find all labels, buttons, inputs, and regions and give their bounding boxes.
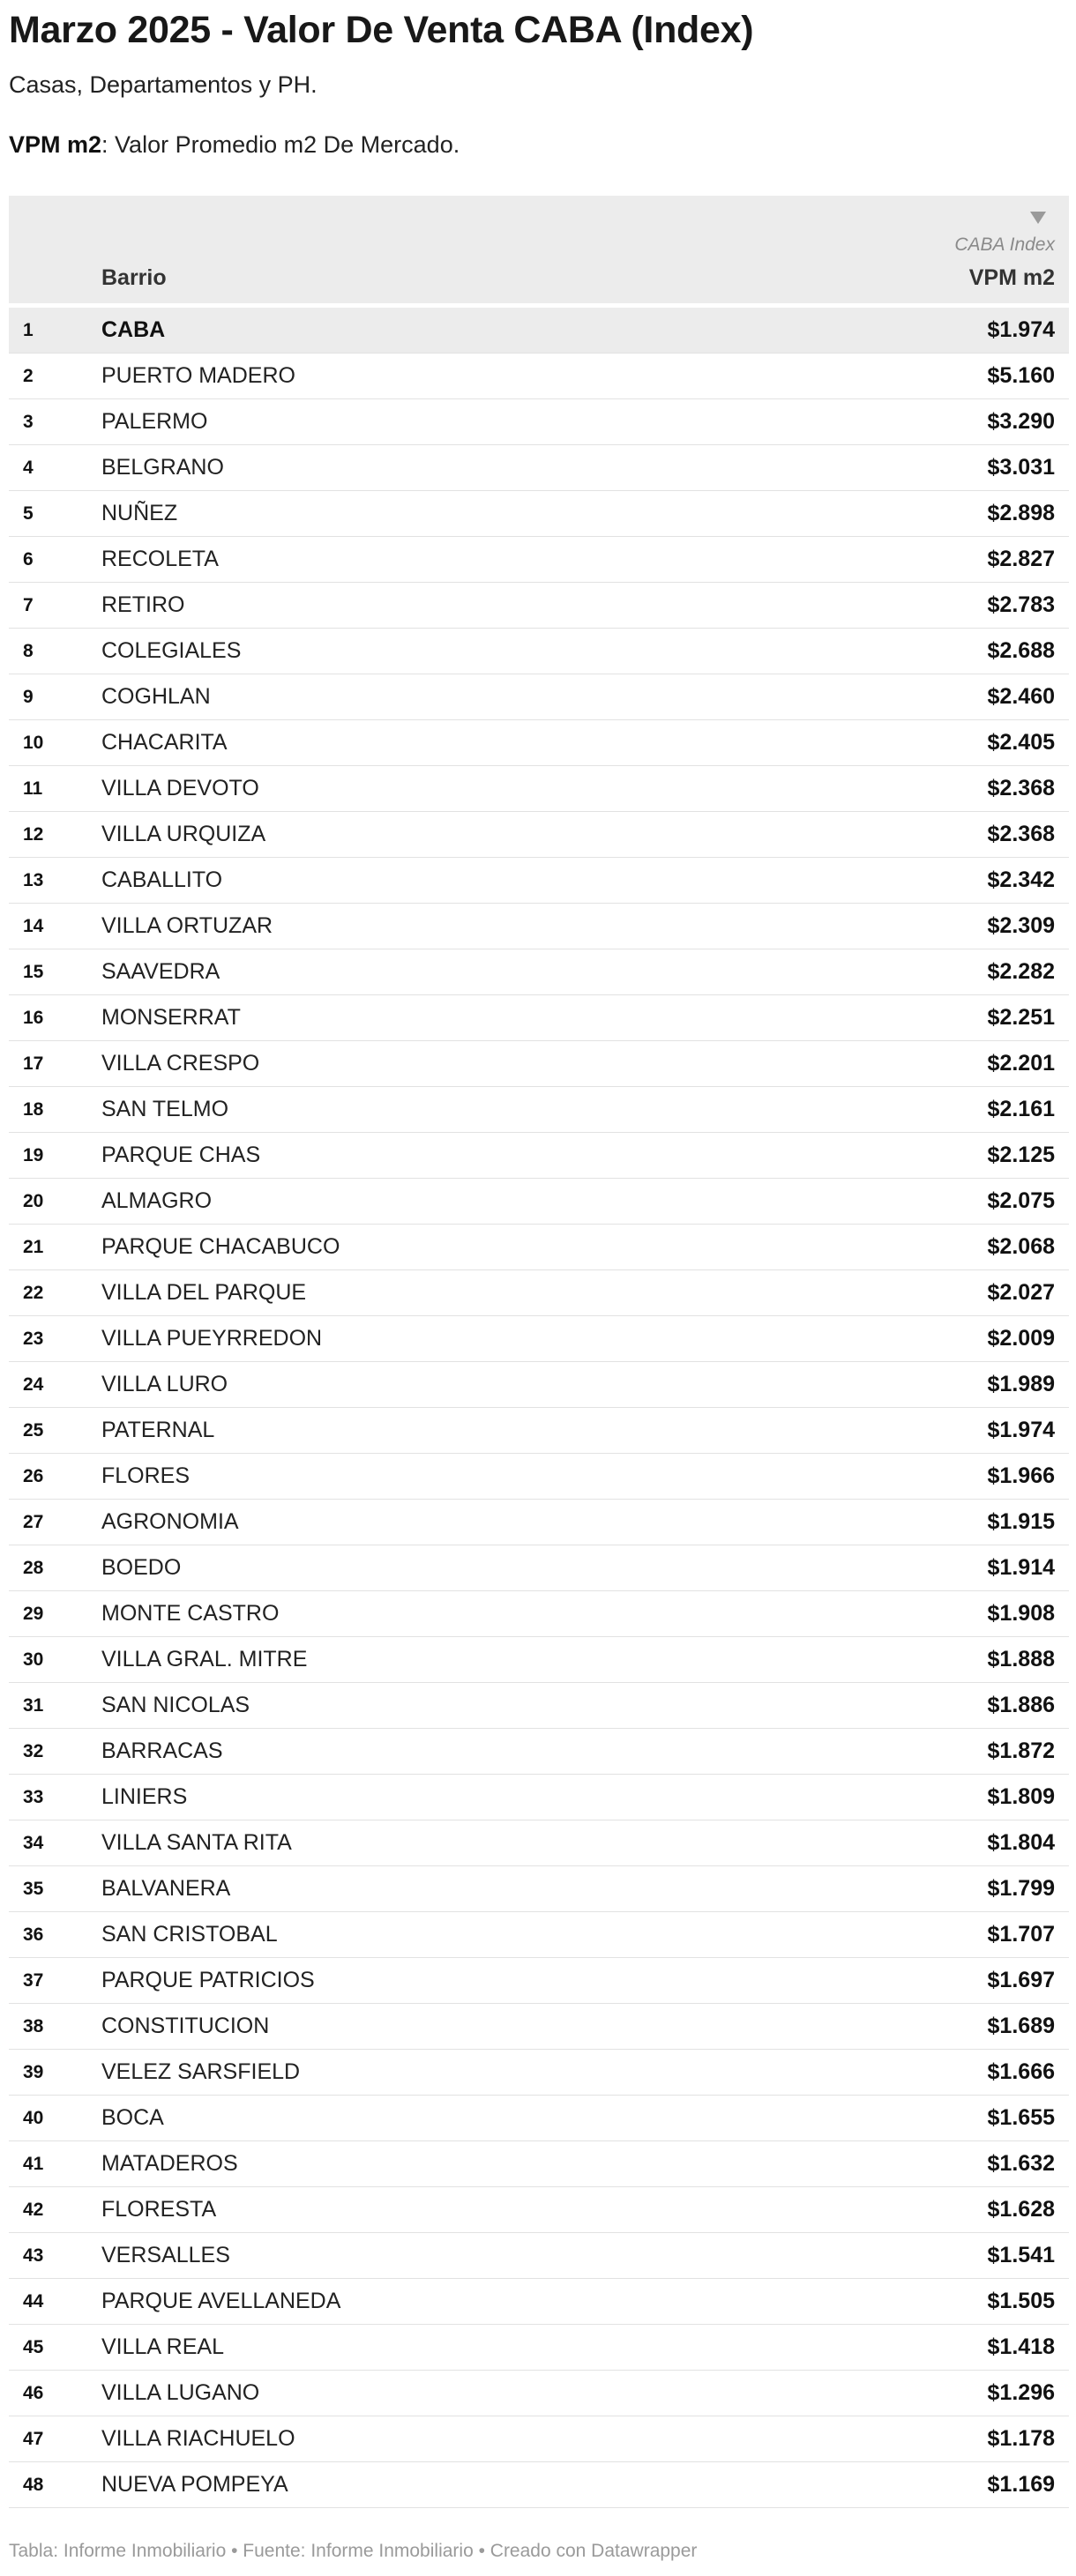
row-vpm-value: $1.666	[987, 2059, 1055, 2084]
row-vpm-value: $2.783	[987, 592, 1055, 617]
row-rank: 6	[23, 549, 34, 570]
table-row	[9, 2279, 1069, 2325]
row-barrio: CABALLITO	[101, 867, 223, 892]
table-row	[9, 629, 1069, 674]
chart-subtitle: Casas, Departamentos y PH.	[9, 71, 318, 98]
row-rank: 11	[23, 778, 43, 799]
row-vpm-value: $2.075	[987, 1188, 1055, 1213]
row-vpm-value: $2.251	[987, 1005, 1055, 1030]
row-rank: 45	[23, 2337, 44, 2357]
row-rank: 32	[23, 1741, 44, 1761]
row-vpm-value: $1.974	[987, 1418, 1055, 1442]
row-barrio: PARQUE CHACABUCO	[101, 1234, 340, 1259]
row-barrio: VILLA LUGANO	[101, 2380, 260, 2405]
row-vpm-value: $2.405	[987, 730, 1055, 755]
row-barrio: COLEGIALES	[101, 638, 242, 663]
row-barrio: CHACARITA	[101, 730, 228, 755]
row-barrio: VILLA PUEYRREDON	[101, 1326, 323, 1351]
row-vpm-value: $1.914	[987, 1555, 1055, 1580]
table-row	[9, 354, 1069, 399]
row-rank: 40	[23, 2108, 44, 2128]
row-rank: 3	[23, 412, 34, 432]
row-barrio: ALMAGRO	[101, 1188, 213, 1213]
row-barrio: MONTE CASTRO	[101, 1601, 280, 1626]
table-row	[9, 1133, 1069, 1179]
table-row	[9, 308, 1069, 354]
row-barrio: PARQUE PATRICIOS	[101, 1968, 315, 1992]
row-rank: 39	[23, 2062, 44, 2082]
row-vpm-value: $2.309	[987, 913, 1055, 938]
table-row	[9, 445, 1069, 491]
row-rank: 30	[23, 1649, 44, 1670]
row-barrio: VILLA LURO	[101, 1372, 228, 1396]
table-row	[9, 949, 1069, 995]
table-row	[9, 995, 1069, 1041]
row-barrio: SAAVEDRA	[101, 959, 220, 984]
row-vpm-value: $1.888	[987, 1647, 1055, 1671]
row-barrio: VILLA DEVOTO	[101, 776, 259, 800]
row-vpm-value: $2.368	[987, 822, 1055, 846]
table-row	[9, 1316, 1069, 1362]
chart-note	[9, 129, 460, 160]
row-barrio: MONSERRAT	[101, 1005, 241, 1030]
table-row	[9, 766, 1069, 812]
row-vpm-value: $2.125	[987, 1143, 1055, 1167]
column-group-label: CABA Index	[954, 235, 1055, 255]
table-row	[9, 2187, 1069, 2233]
column-header-barrio[interactable]: Barrio	[101, 265, 167, 290]
note-definition: : Valor Promedio m2 De Mercado.	[101, 131, 460, 158]
row-rank: 34	[23, 1833, 44, 1853]
row-barrio: PARQUE AVELLANEDA	[101, 2289, 341, 2313]
row-rank: 4	[23, 458, 34, 478]
row-rank: 28	[23, 1558, 44, 1578]
row-vpm-value: $2.282	[987, 959, 1055, 984]
row-rank: 47	[23, 2429, 44, 2449]
row-vpm-value: $1.707	[987, 1922, 1055, 1947]
row-barrio: PATERNAL	[101, 1418, 215, 1442]
row-rank: 24	[23, 1374, 44, 1395]
row-barrio: VILLA ORTUZAR	[101, 913, 273, 938]
row-barrio: MATADEROS	[101, 2151, 238, 2176]
row-barrio: VERSALLES	[101, 2243, 230, 2267]
row-rank: 21	[23, 1237, 44, 1257]
table-row	[9, 399, 1069, 445]
row-vpm-value: $2.827	[987, 547, 1055, 571]
row-rank: 38	[23, 2016, 44, 2036]
row-vpm-value: $2.068	[987, 1234, 1055, 1259]
row-vpm-value: $1.966	[987, 1463, 1055, 1488]
row-barrio: VILLA DEL PARQUE	[101, 1280, 307, 1305]
row-vpm-value: $1.628	[987, 2197, 1055, 2222]
row-vpm-value: $1.697	[987, 1968, 1055, 1992]
row-barrio: BOEDO	[101, 1555, 182, 1580]
row-rank: 7	[23, 595, 34, 615]
row-vpm-value: $1.541	[987, 2243, 1055, 2267]
row-rank: 41	[23, 2154, 44, 2174]
table-row	[9, 1545, 1069, 1591]
row-barrio: RETIRO	[101, 592, 185, 617]
table-row	[9, 1270, 1069, 1316]
row-barrio: PARQUE CHAS	[101, 1143, 261, 1167]
row-rank: 10	[23, 733, 44, 753]
row-rank: 12	[23, 824, 44, 845]
row-rank: 25	[23, 1420, 44, 1441]
row-barrio: SAN CRISTOBAL	[101, 1922, 278, 1947]
row-barrio: SAN TELMO	[101, 1097, 229, 1121]
row-rank: 46	[23, 2383, 44, 2403]
row-rank: 1	[23, 320, 34, 340]
table-row	[9, 1500, 1069, 1545]
table-row	[9, 1087, 1069, 1133]
row-barrio: RECOLETA	[101, 547, 219, 571]
row-vpm-value: $1.804	[987, 1830, 1055, 1855]
table-row	[9, 1362, 1069, 1408]
row-vpm-value: $2.368	[987, 776, 1055, 800]
table-row	[9, 674, 1069, 720]
row-rank: 44	[23, 2291, 44, 2312]
row-vpm-value: $1.809	[987, 1784, 1055, 1809]
row-vpm-value: $1.908	[987, 1601, 1055, 1626]
row-rank: 16	[23, 1008, 44, 1028]
table-row	[9, 1454, 1069, 1500]
row-vpm-value: $1.872	[987, 1738, 1055, 1763]
row-vpm-value: $1.655	[987, 2105, 1055, 2130]
table-row	[9, 1041, 1069, 1087]
row-barrio: VILLA SANTA RITA	[101, 1830, 292, 1855]
table-row	[9, 2462, 1069, 2508]
row-barrio: BARRACAS	[101, 1738, 223, 1763]
row-vpm-value: $1.505	[987, 2289, 1055, 2313]
row-barrio: BALVANERA	[101, 1876, 231, 1901]
row-vpm-value: $1.689	[987, 2014, 1055, 2038]
row-vpm-value: $2.201	[987, 1051, 1055, 1076]
row-vpm-value: $1.178	[987, 2426, 1055, 2451]
ranking-table	[9, 196, 1069, 2508]
sort-descending-icon[interactable]	[1030, 212, 1046, 224]
row-vpm-value: $2.342	[987, 867, 1055, 892]
table-row	[9, 1912, 1069, 1958]
row-rank: 27	[23, 1512, 44, 1532]
row-rank: 33	[23, 1787, 44, 1807]
row-barrio: FLORESTA	[101, 2197, 217, 2222]
row-rank: 35	[23, 1879, 44, 1899]
row-barrio: BELGRANO	[101, 455, 224, 480]
table-row	[9, 2050, 1069, 2096]
row-vpm-value: $5.160	[987, 363, 1055, 388]
row-rank: 14	[23, 916, 44, 936]
row-barrio: PUERTO MADERO	[101, 363, 295, 388]
row-rank: 22	[23, 1283, 44, 1303]
row-barrio: PALERMO	[101, 409, 208, 434]
row-barrio: VILLA REAL	[101, 2334, 224, 2359]
table-row	[9, 858, 1069, 904]
table-row	[9, 583, 1069, 629]
table-row	[9, 1866, 1069, 1912]
row-barrio: VILLA GRAL. MITRE	[101, 1647, 308, 1671]
row-barrio: AGRONOMIA	[101, 1509, 239, 1534]
row-vpm-value: $1.296	[987, 2380, 1055, 2405]
column-header-vpm[interactable]: VPM m2	[968, 265, 1055, 290]
row-vpm-value: $1.418	[987, 2334, 1055, 2359]
table-header	[9, 196, 1069, 308]
row-rank: 15	[23, 962, 44, 982]
row-rank: 36	[23, 1925, 44, 1945]
table-row	[9, 2371, 1069, 2416]
row-rank: 37	[23, 1970, 44, 1991]
row-barrio: VILLA URQUIZA	[101, 822, 266, 846]
table-row	[9, 1225, 1069, 1270]
table-row	[9, 720, 1069, 766]
row-barrio: VILLA RIACHUELO	[101, 2426, 295, 2451]
row-vpm-value: $2.027	[987, 1280, 1055, 1305]
row-barrio: VELEZ SARSFIELD	[101, 2059, 301, 2084]
row-rank: 13	[23, 870, 44, 890]
row-barrio: LINIERS	[101, 1784, 188, 1809]
table-row	[9, 1820, 1069, 1866]
row-barrio: CONSTITUCION	[101, 2014, 270, 2038]
row-rank: 17	[23, 1053, 44, 1074]
row-rank: 23	[23, 1329, 44, 1349]
row-vpm-value: $1.799	[987, 1876, 1055, 1901]
chart-title: Marzo 2025 - Valor De Venta CABA (Index)	[9, 9, 754, 51]
table-row	[9, 537, 1069, 583]
row-vpm-value: $2.009	[987, 1326, 1055, 1351]
row-barrio: VILLA CRESPO	[101, 1051, 260, 1076]
table-row	[9, 1683, 1069, 1729]
table-row	[9, 1591, 1069, 1637]
row-vpm-value: $1.632	[987, 2151, 1055, 2176]
table-row	[9, 2141, 1069, 2187]
table-row	[9, 2004, 1069, 2050]
table-row	[9, 2233, 1069, 2279]
table-row	[9, 904, 1069, 949]
row-vpm-value: $3.290	[987, 409, 1055, 434]
table-row	[9, 1775, 1069, 1820]
row-vpm-value: $2.688	[987, 638, 1055, 663]
row-vpm-value: $1.169	[987, 2472, 1055, 2497]
table-row	[9, 1179, 1069, 1225]
row-barrio: CABA	[101, 317, 166, 342]
table-row	[9, 2096, 1069, 2141]
row-rank: 18	[23, 1099, 44, 1120]
row-rank: 9	[23, 687, 34, 707]
row-rank: 29	[23, 1604, 44, 1624]
row-vpm-value: $1.886	[987, 1693, 1055, 1717]
row-vpm-value: $2.161	[987, 1097, 1055, 1121]
table-body	[9, 308, 1069, 2508]
table-row	[9, 1958, 1069, 2004]
row-rank: 26	[23, 1466, 44, 1486]
row-barrio: COGHLAN	[101, 684, 211, 709]
table-row	[9, 491, 1069, 537]
row-vpm-value: $1.974	[987, 317, 1055, 342]
row-rank: 43	[23, 2245, 44, 2266]
row-rank: 42	[23, 2200, 44, 2220]
row-vpm-value: $3.031	[987, 455, 1055, 480]
row-rank: 5	[23, 503, 34, 524]
row-rank: 48	[23, 2475, 44, 2495]
row-barrio: SAN NICOLAS	[101, 1693, 250, 1717]
row-barrio: NUÑEZ	[101, 501, 178, 525]
row-barrio: FLORES	[101, 1463, 191, 1488]
table-row	[9, 1729, 1069, 1775]
row-vpm-value: $1.915	[987, 1509, 1055, 1534]
row-vpm-value: $1.989	[987, 1372, 1055, 1396]
note-term: VPM m2	[9, 131, 102, 158]
row-barrio: NUEVA POMPEYA	[101, 2472, 288, 2497]
row-rank: 19	[23, 1145, 44, 1165]
table-row	[9, 812, 1069, 858]
table-row	[9, 1408, 1069, 1454]
row-rank: 31	[23, 1695, 44, 1716]
row-vpm-value: $2.898	[987, 501, 1055, 525]
row-rank: 8	[23, 641, 34, 661]
chart-footer: Tabla: Informe Inmobiliario • Fuente: Informe Inmobiliario • Creado con Datawrapper	[9, 2541, 698, 2561]
row-rank: 20	[23, 1191, 44, 1211]
row-vpm-value: $2.460	[987, 684, 1055, 709]
row-barrio: BOCA	[101, 2105, 164, 2130]
table-row	[9, 2325, 1069, 2371]
table-row	[9, 1637, 1069, 1683]
row-rank: 2	[23, 366, 34, 386]
table-row	[9, 2416, 1069, 2462]
